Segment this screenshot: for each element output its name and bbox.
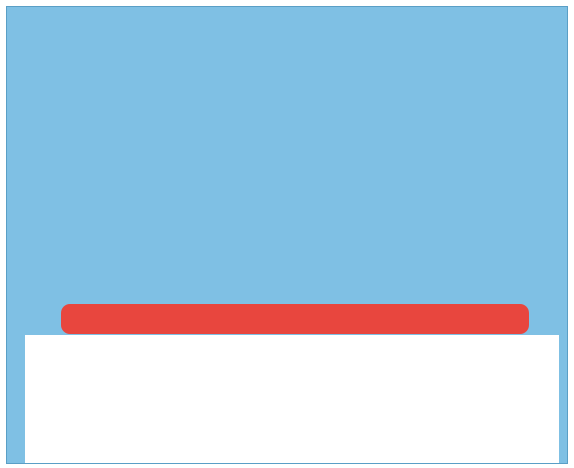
chart-panel [25, 335, 559, 463]
stats-banner [61, 304, 529, 334]
accidents-bar-chart [25, 335, 559, 463]
awareness-poster [6, 6, 568, 464]
